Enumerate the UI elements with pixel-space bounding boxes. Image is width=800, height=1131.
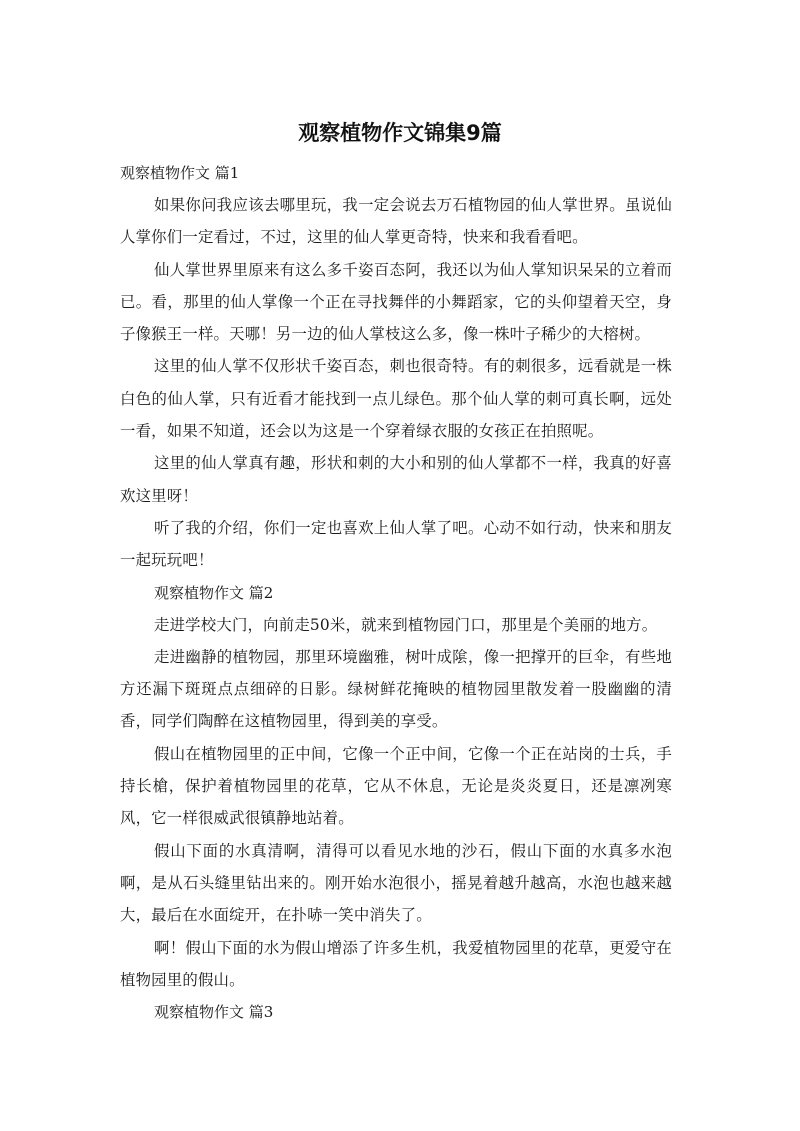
- section-1-paragraph-1: 如果你问我应该去哪里玩，我一定会说去万石植物园的仙人掌世界。虽说仙人掌你们一定看过，不过，这里的仙人掌更奇特，快来和我看看吧。: [120, 196, 672, 247]
- document-body: [120, 157, 672, 1028]
- section-1-paragraph-2: 仙人掌世界里原来有这么多千姿百态阿，我还以为仙人掌知识呆呆的立着而已。看，那里的仙人掌像一个正在寻找舞伴的小舞蹈家，它的头仰望着天空，身子像猴王一样。天哪！另一边的仙人掌枝这么多，像一株叶子稀少的大榕树。: [120, 260, 672, 344]
- section-2-paragraph-1: 走进学校大门，向前走50米，就来到植物园门口，那里是个美丽的地方。: [154, 615, 658, 634]
- document-title: 观察植物作文锦集9篇: [298, 121, 502, 145]
- section-1-paragraph-4: 这里的仙人掌真有趣，形状和刺的大小和别的仙人掌都不一样，我真的好喜欢这里呀！: [120, 454, 672, 505]
- section-2-paragraph-4: 假山下面的水真清啊，清得可以看见水地的沙石，假山下面的水真多水泡啊，是从石头缝里钻出来的。刚开始水泡很小，摇晃着越升越高，水泡也越来越大，最后在水面绽开，在扑哧一笑中消失了。: [120, 841, 672, 925]
- section-2-paragraph-5: 啊！假山下面的水为假山增添了许多生机，我爱植物园里的花草，更爱守在植物园里的假山。: [120, 938, 672, 989]
- section-1-paragraph-3: 这里的仙人掌不仅形状千姿百态，刺也很奇特。有的刺很多，远看就是一株白色的仙人掌，只有近看才能找到一点儿绿色。那个仙人掌的刺可真长啊，远处一看，如果不知道，还会以为这是一个穿着绿衣服的女孩正在拍照呢。: [120, 357, 672, 441]
- section-heading-3: 观察植物作文 篇3: [154, 1003, 274, 1022]
- section-2-paragraph-2: 走进幽静的植物园，那里环境幽雅，树叶成隂，像一把撑开的巨伞，有些地方还漏下斑斑点点细碎的日影。绿树鲜花掩映的植物园里散发着一股幽幽的清香，同学们陶醉在这植物园里，得到美的享受。: [120, 647, 672, 731]
- section-2-paragraph-3: 假山在植物园里的正中间，它像一个正中间，它像一个正在站岗的士兵，手持长槍，保护着植物园里的花草，它从不休息，无论是炎炎夏日，还是凛冽寒风，它一样很威武很镇静地站着。: [120, 744, 672, 828]
- section-heading-1: 观察植物作文 篇1: [120, 164, 240, 182]
- section-1-paragraph-5: 听了我的介绍，你们一定也喜欢上仙人掌了吧。心动不如行动，快来和朋友一起玩玩吧！: [120, 518, 672, 570]
- section-heading-2: 观察植物作文 篇2: [154, 583, 274, 602]
